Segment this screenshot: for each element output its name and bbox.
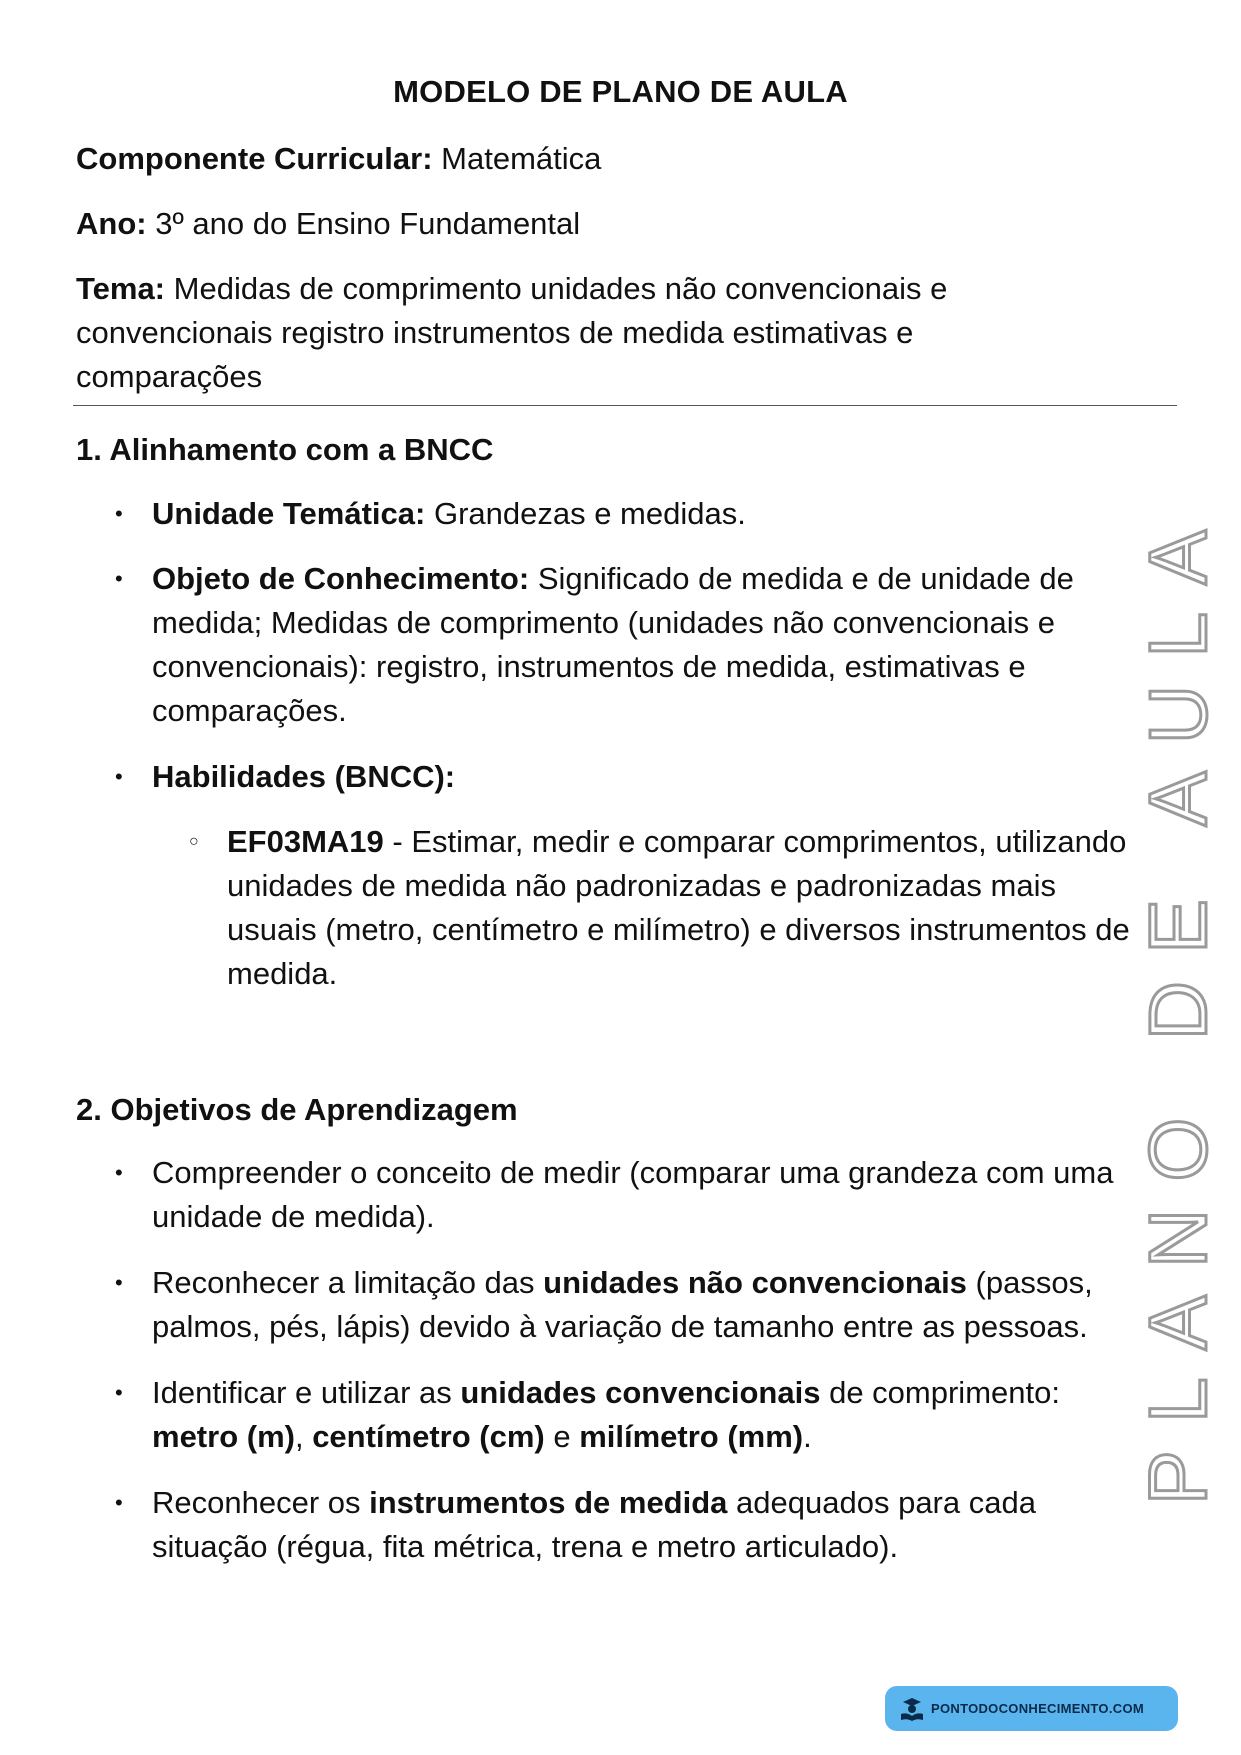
divider (73, 405, 1177, 406)
item-text: adequados para cada situação (régua, fita métrica, trena e metro articulado). (152, 1485, 1036, 1564)
item-text: Grandezas e medidas. (433, 496, 746, 531)
item-emphasis: milímetro (mm) (579, 1419, 804, 1454)
item-text: Reconhecer os (152, 1485, 370, 1520)
item-text: Reconhecer a limitação das (152, 1265, 544, 1300)
item-emphasis: unidades não convencionais (543, 1265, 967, 1300)
tema-field (76, 267, 1036, 399)
list-item (115, 1481, 1122, 1569)
section-heading-objetivos: 2. Objetivos de Aprendizagem (76, 1092, 518, 1127)
item-text: Significado de medida e de unidade de medida; Medidas de comprimento (unidades não convencionais e convencionais): registro, instrumentos de medida, estimativas e comparações. (152, 561, 1074, 728)
bullet-icon: • (115, 1490, 123, 1515)
item-text: (passos, palmos, pés, lápis) devido à variação de tamanho entre as pessoas. (152, 1265, 1093, 1344)
componente-value: Matemática (441, 141, 602, 176)
watermark-text: PLANO DE AULA (1133, 510, 1224, 1505)
bullet-icon: • (115, 501, 123, 526)
skill-code: EF03MA19 (227, 824, 384, 859)
tema-value: Medidas de comprimento unidades não convencionais e convencionais registro instrumentos de medida estimativas e comparações (76, 271, 948, 394)
list-item (115, 557, 1152, 733)
section-heading-bncc: 1. Alinhamento com a BNCC (76, 432, 494, 467)
document-title: MODELO DE PLANO DE AULA (393, 74, 848, 109)
book-reader-icon (897, 1694, 927, 1724)
watermark (1100, 505, 1240, 1515)
item-text: Identificar e utilizar as (152, 1375, 461, 1410)
item-text: e (544, 1419, 580, 1454)
list-item (115, 755, 1142, 799)
item-text: . (803, 1419, 812, 1454)
item-label: Habilidades (BNCC): (152, 759, 456, 794)
list-item (115, 1371, 1142, 1459)
list-item (115, 492, 1142, 536)
list-item (115, 1151, 1122, 1239)
sub-list-item (189, 820, 1137, 996)
item-emphasis: unidades convencionais (460, 1375, 821, 1410)
bullet-icon: • (115, 566, 123, 591)
componente-field (76, 137, 601, 181)
logo-text: PONTODOCONHECIMENTO.COM (931, 1701, 1144, 1716)
ano-field (76, 202, 580, 246)
bullet-icon: • (115, 1380, 123, 1405)
item-text: , (294, 1419, 313, 1454)
item-label: Unidade Temática: (152, 496, 426, 531)
item-text: Compreender o conceito de medir (comparar uma grandeza com uma unidade de medida). (152, 1155, 1114, 1234)
item-text: de comprimento: (820, 1375, 1060, 1410)
bullet-icon: • (115, 764, 123, 789)
circle-bullet-icon: ○ (189, 833, 199, 850)
site-logo[interactable] (885, 1686, 1178, 1731)
item-label: Objeto de Conhecimento: (152, 561, 530, 596)
tema-label: Tema: (76, 271, 166, 306)
ano-value: 3º ano do Ensino Fundamental (155, 206, 581, 241)
componente-label: Componente Curricular: (76, 141, 433, 176)
bullet-icon: • (115, 1270, 123, 1295)
bullet-icon: • (115, 1160, 123, 1185)
skill-text: - Estimar, medir e comparar comprimentos, utilizando unidades de medida não padronizadas e padronizadas mais usuais (metro, centímetro e milímetro) e diversos instrumentos de medida. (227, 824, 1130, 991)
list-item (115, 1261, 1142, 1349)
item-emphasis: instrumentos de medida (369, 1485, 728, 1520)
item-emphasis: centímetro (cm) (312, 1419, 545, 1454)
item-emphasis: metro (m) (152, 1419, 295, 1454)
ano-label: Ano: (76, 206, 147, 241)
